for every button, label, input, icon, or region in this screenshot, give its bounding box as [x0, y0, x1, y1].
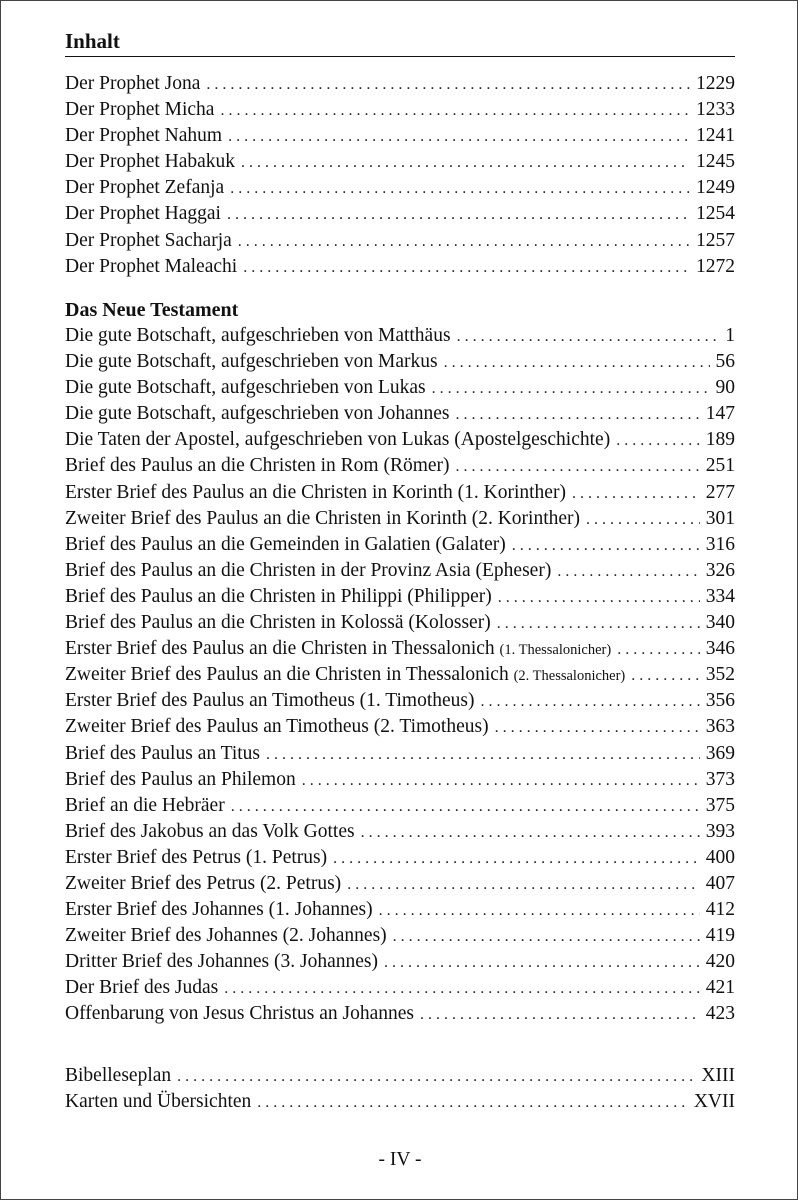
dot-leader — [432, 376, 710, 401]
entry-title — [65, 819, 355, 845]
toc-entry — [65, 1063, 735, 1089]
entry-page-number: XIII — [701, 1065, 735, 1086]
page-header — [65, 28, 735, 57]
entry-title — [65, 767, 296, 793]
entry-page-number: 419 — [705, 925, 735, 947]
entry-title-text: Offenbarung von Jesus Christus an Johannes — [65, 1003, 414, 1025]
entry-title-text: Erster Brief des Johannes (1. Johannes) — [65, 899, 373, 921]
dot-leader — [361, 820, 700, 845]
entry-title-text: Bibelleseplan — [65, 1065, 172, 1086]
toc-entry — [65, 228, 735, 254]
old-testament-section — [65, 71, 735, 280]
toc-entry — [65, 1001, 735, 1027]
entry-title-text: Zweiter Brief des Paulus an die Christen in Korinth (2. Korinther) — [65, 507, 581, 529]
dot-leader — [347, 872, 700, 897]
page-title: Inhalt — [65, 29, 120, 53]
toc-entry — [65, 427, 735, 453]
toc-entry — [65, 506, 735, 532]
entry-page-number: 421 — [705, 977, 735, 999]
entry-title — [65, 584, 492, 610]
entry-title-text: Die gute Botschaft, aufgeschrieben von Lukas — [65, 377, 426, 399]
toc-entry — [65, 375, 735, 401]
entry-title — [65, 175, 224, 201]
entry-page-number: 1229 — [696, 73, 735, 94]
entry-page-number: 363 — [705, 716, 735, 738]
dot-leader — [498, 585, 700, 610]
entry-page-number: 375 — [705, 794, 735, 816]
entry-title — [65, 1089, 251, 1115]
toc-entry — [65, 254, 735, 280]
entry-page-number: 373 — [705, 768, 735, 790]
new-testament-list — [65, 323, 735, 1028]
entry-page-number: 147 — [705, 403, 735, 425]
entry-title-text: Der Prophet Sacharja — [65, 229, 232, 251]
dot-leader — [379, 898, 700, 923]
entry-page-number: 1257 — [696, 229, 735, 251]
dot-leader — [557, 559, 699, 584]
toc-entry — [65, 662, 735, 688]
dot-leader — [481, 689, 700, 714]
entry-title-text: Erster Brief des Paulus an die Christen in Thessalonich — [65, 638, 495, 660]
dot-leader — [586, 507, 700, 532]
entry-page-number: 1254 — [696, 203, 735, 225]
toc-entry — [65, 845, 735, 871]
entry-title — [65, 636, 611, 662]
entry-title — [65, 845, 327, 871]
entry-page-number: 326 — [705, 559, 735, 581]
toc-entry — [65, 532, 735, 558]
dot-leader — [444, 350, 710, 375]
entry-title — [65, 1063, 171, 1089]
entry-page-number: 393 — [705, 820, 735, 842]
entry-title — [65, 793, 225, 819]
toc-entry — [65, 767, 735, 793]
toc-entry — [65, 1089, 735, 1115]
entry-title-text: Brief des Paulus an die Christen in der Provinz Asia (Epheser) — [65, 559, 552, 581]
toc-entry — [65, 71, 735, 97]
entry-page-number: 423 — [705, 1003, 735, 1025]
entry-title — [65, 741, 260, 767]
entry-title-text: Zweiter Brief des Paulus an die Christen in Thessalonich — [65, 664, 509, 686]
entry-title — [65, 71, 200, 97]
toc-entry — [65, 923, 735, 949]
entry-page-number: 412 — [705, 899, 735, 921]
dot-leader — [238, 229, 690, 254]
dot-leader — [227, 202, 690, 227]
entry-page-number: 352 — [705, 664, 735, 686]
entry-page-number: 1241 — [696, 125, 735, 147]
entry-page-number: 301 — [705, 507, 735, 529]
entry-title-text: Brief des Paulus an die Christen in Kolossä (Kolosser) — [65, 612, 491, 634]
entry-title-text: Brief des Jakobus an das Volk Gottes — [65, 820, 355, 842]
entry-title — [65, 1001, 414, 1027]
dot-leader — [224, 976, 700, 1001]
entry-page-number: 420 — [705, 951, 735, 973]
entry-page-number: 90 — [715, 377, 735, 399]
entry-title-text: Die gute Botschaft, aufgeschrieben von Markus — [65, 351, 438, 373]
entry-title — [65, 506, 580, 532]
toc-entry — [65, 714, 735, 740]
entry-title-text: Der Prophet Habakuk — [65, 151, 236, 173]
entry-title — [65, 228, 232, 254]
entry-page-number: 356 — [705, 690, 735, 712]
toc-entry — [65, 610, 735, 636]
entry-title-text: Brief des Paulus an Philemon — [65, 768, 296, 790]
entry-title-text: Der Brief des Judas — [65, 977, 219, 999]
entry-title-text: Brief des Paulus an die Gemeinden in Galatien (Galater) — [65, 533, 506, 555]
entry-title-text: Der Prophet Nahum — [65, 125, 223, 147]
toc-entry — [65, 819, 735, 845]
entry-note: (1. Thessalonicher) — [499, 642, 612, 659]
entry-title — [65, 323, 451, 349]
toc-entry — [65, 149, 735, 175]
dot-leader — [243, 255, 690, 280]
entry-page-number: 334 — [705, 585, 735, 607]
toc-entry — [65, 741, 735, 767]
entry-title-text: Karten und Übersichten — [65, 1091, 252, 1113]
entry-title — [65, 149, 235, 175]
entry-page-number: 316 — [705, 533, 735, 555]
dot-leader — [384, 950, 700, 975]
entry-title — [65, 254, 237, 280]
entry-title-text: Erster Brief des Petrus (1. Petrus) — [65, 846, 328, 868]
toc-entry — [65, 949, 735, 975]
dot-leader — [231, 794, 700, 819]
entry-title-text: Die gute Botschaft, aufgeschrieben von Matthäus — [65, 325, 451, 346]
entry-page-number: 369 — [705, 742, 735, 764]
entry-page-number: 340 — [705, 612, 735, 634]
entry-page-number: 1249 — [696, 177, 735, 199]
toc-entry — [65, 123, 735, 149]
entry-title — [65, 610, 491, 636]
dot-leader — [457, 324, 720, 349]
entry-title — [65, 401, 449, 427]
dot-leader — [512, 533, 700, 558]
entry-title-text: Die Taten der Apostel, aufgeschrieben von Lukas (Apostelgeschichte) — [65, 429, 611, 451]
toc-entry — [65, 688, 735, 714]
toc-entry — [65, 453, 735, 479]
entry-page-number: 1272 — [696, 255, 735, 277]
entry-title — [65, 97, 214, 123]
dot-leader — [456, 454, 700, 479]
entry-title — [65, 453, 450, 479]
dot-leader — [257, 1090, 688, 1115]
entry-title-text: Erster Brief des Paulus an die Christen in Korinth (1. Korinther) — [65, 481, 566, 503]
toc-entry — [65, 97, 735, 123]
entry-page-number: 1245 — [696, 151, 735, 173]
entry-title-text: Zweiter Brief des Petrus (2. Petrus) — [65, 872, 342, 894]
entry-title — [65, 349, 438, 375]
dot-leader — [572, 481, 700, 506]
entry-title — [65, 427, 610, 453]
new-testament-section — [65, 297, 735, 1028]
dot-leader — [302, 768, 700, 793]
toc-entry — [65, 793, 735, 819]
entry-title — [65, 923, 387, 949]
entry-title — [65, 897, 373, 923]
dot-leader — [497, 611, 700, 636]
toc-entry — [65, 897, 735, 923]
dot-leader — [393, 924, 700, 949]
toc-entry — [65, 975, 735, 1001]
entry-title — [65, 201, 221, 227]
entry-title — [65, 480, 566, 506]
entry-title-text: Der Prophet Micha — [65, 99, 215, 121]
dot-leader — [495, 715, 700, 740]
entry-title — [65, 871, 341, 897]
entry-title — [65, 375, 426, 401]
dot-leader — [266, 742, 700, 767]
entry-title-text: Der Prophet Haggai — [65, 203, 221, 225]
entry-title-text: Brief des Paulus an die Christen in Rom (Römer) — [65, 455, 450, 477]
entry-title-text: Dritter Brief des Johannes (3. Johannes) — [65, 951, 378, 973]
entry-title — [65, 975, 218, 1001]
entry-title-text: Brief des Paulus an die Christen in Philippi (Philipper) — [65, 585, 492, 607]
entry-title — [65, 558, 551, 584]
entry-title-text: Zweiter Brief des Johannes (2. Johannes) — [65, 925, 387, 947]
entry-title-text: Zweiter Brief des Paulus an Timotheus (2. Timotheus) — [65, 716, 489, 738]
entry-page-number: 346 — [705, 638, 735, 660]
entry-note: (2. Thessalonicher) — [513, 668, 626, 685]
entry-page-number: 277 — [705, 481, 735, 503]
entry-title — [65, 532, 506, 558]
toc-entry — [65, 201, 735, 227]
entry-title-text: Erster Brief des Paulus an Timotheus (1. Timotheus) — [65, 690, 475, 712]
entry-page-number: 189 — [705, 429, 735, 451]
dot-leader — [420, 1002, 700, 1027]
entry-title — [65, 123, 222, 149]
toc-entry — [65, 323, 735, 349]
entry-title-text: Der Prophet Jona — [65, 73, 201, 94]
dot-leader — [228, 124, 690, 149]
dot-leader — [631, 663, 699, 688]
entry-title-text: Brief an die Hebräer — [65, 794, 225, 816]
entry-page-number: 251 — [705, 455, 735, 477]
toc-entry — [65, 401, 735, 427]
section-heading: Das Neue Testament — [65, 299, 239, 321]
appendix-section — [65, 1063, 735, 1115]
entry-title — [65, 714, 489, 740]
entry-title — [65, 688, 475, 714]
entry-title-text: Die gute Botschaft, aufgeschrieben von Johannes — [65, 403, 450, 425]
entry-page-number: 407 — [705, 872, 735, 894]
toc-entry — [65, 558, 735, 584]
entry-title-text: Brief des Paulus an Titus — [65, 742, 261, 764]
dot-leader — [616, 428, 700, 453]
toc-entry — [65, 871, 735, 897]
entry-page-number: 56 — [715, 351, 735, 373]
entry-title — [65, 662, 625, 688]
entry-page-number: 1 — [725, 325, 735, 346]
dot-leader — [241, 150, 690, 175]
entry-title-text: Der Prophet Maleachi — [65, 255, 238, 277]
toc-entry — [65, 636, 735, 662]
entry-title — [65, 949, 378, 975]
page-number: - IV - — [378, 1149, 422, 1170]
dot-leader — [220, 98, 690, 123]
toc-entry — [65, 175, 735, 201]
dot-leader — [333, 846, 700, 871]
dot-leader — [206, 72, 690, 97]
entry-page-number: XVII — [693, 1091, 735, 1113]
entry-page-number: 1233 — [696, 99, 735, 121]
toc-entry — [65, 349, 735, 375]
dot-leader — [230, 176, 690, 201]
dot-leader — [617, 637, 700, 662]
entry-page-number: 400 — [705, 846, 735, 868]
toc-entry — [65, 584, 735, 610]
entry-title-text: Der Prophet Zefanja — [65, 177, 225, 199]
dot-leader — [177, 1064, 695, 1089]
dot-leader — [455, 402, 699, 427]
toc-entry — [65, 480, 735, 506]
